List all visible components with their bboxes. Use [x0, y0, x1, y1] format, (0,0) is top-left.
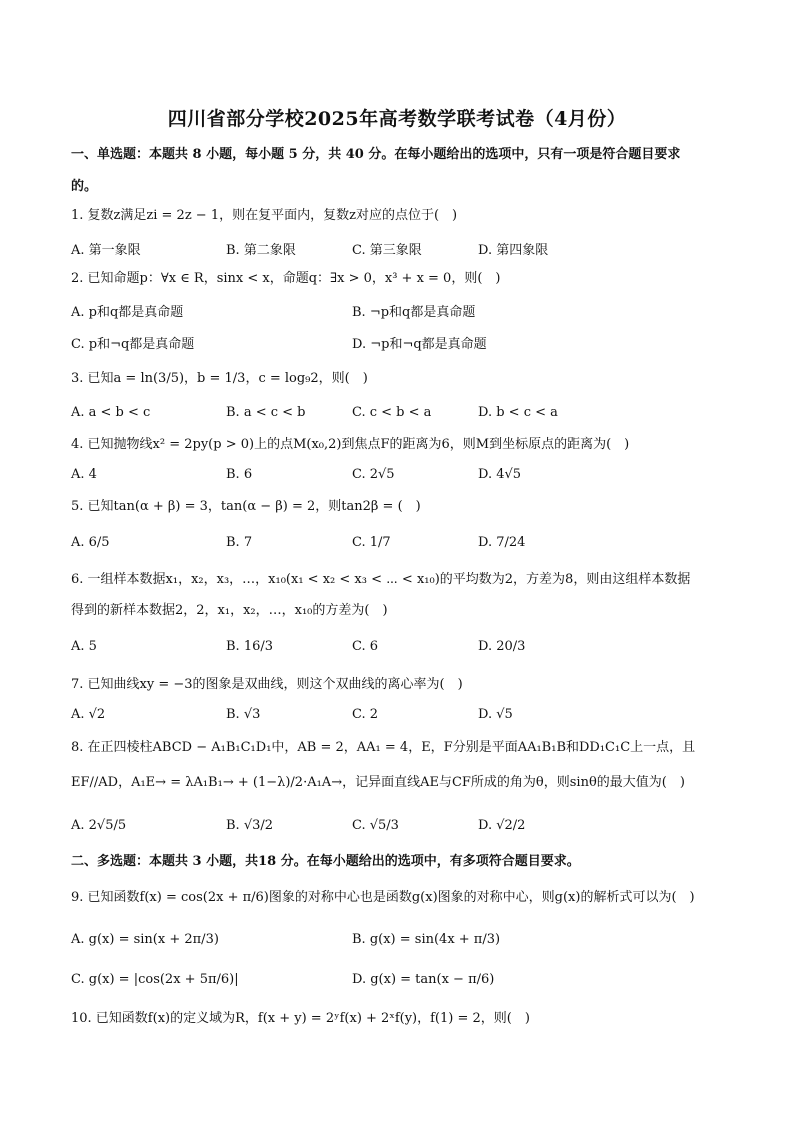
option-b: B. √3 [226, 707, 261, 722]
question-5-stem: 5. 已知tan(α + β) = 3，tan(α − β) = 2，则tan2β = ( ) [71, 499, 421, 514]
option-a: A. 5 [71, 639, 97, 654]
option-c: C. g(x) = |cos(2x + 5π/6)| [71, 972, 239, 987]
question-7-stem: 7. 已知曲线xy = −3的图象是双曲线，则这个双曲线的离心率为( ) [71, 677, 463, 692]
option-c: C. 2√5 [352, 467, 395, 482]
question-1-stem: 1. 复数z满足zi = 2z − 1，则在复平面内，复数z对应的点位于( ) [71, 208, 458, 223]
question-4-options [71, 467, 731, 487]
question-8-stem-line-1: 8. 在正四棱柱ABCD − A₁B₁C₁D₁中，AB = 2，AA₁ = 4，E，F分别是平面AA₁B₁B和DD₁C₁C上一点，且 [71, 740, 696, 755]
option-b: B. √3/2 [226, 818, 274, 833]
option-d: D. ¬p和¬q都是真命题 [352, 337, 487, 352]
option-b: B. 16/3 [226, 639, 274, 654]
question-1-options [71, 239, 731, 259]
option-c: C. 6 [352, 639, 379, 654]
question-6-stem-line-1: 6. 一组样本数据x₁，x₂，x₃，…，x₁₀(x₁ < x₂ < x₃ < ⋯ < x₁₀)的平均数为2，方差为8，则由这组样本数据 [71, 572, 691, 587]
question-2-options-row-1 [71, 301, 731, 321]
question-6-options [71, 639, 731, 659]
question-3-options [71, 405, 731, 425]
option-b: B. ¬p和q都是真命题 [352, 305, 476, 320]
question-4-stem: 4. 已知抛物线x² = 2py(p > 0)上的点M(x₀,2)到焦点F的距离为6，则M到坐标原点的距离为( ) [71, 437, 630, 452]
option-c: C. 第三象限 [352, 243, 422, 258]
option-d: D. 4√5 [478, 467, 522, 482]
option-b: B. g(x) = sin(4x + π/3) [352, 932, 501, 947]
option-b: B. 第二象限 [226, 243, 296, 258]
option-d: D. 20/3 [478, 639, 526, 654]
option-a: A. a < b < c [71, 405, 151, 420]
option-b: B. a < c < b [226, 405, 306, 420]
question-9-options-row-2 [71, 972, 731, 992]
option-a: A. √2 [71, 707, 106, 722]
question-9-options-row-1 [71, 932, 731, 952]
option-d: D. 第四象限 [478, 243, 549, 258]
option-d: D. b < c < a [478, 405, 558, 420]
section-1-heading-line-1: 一、单选题：本题共 8 小题，每小题 5 分，共 40 分。在每小题给出的选项中，只有一项是符合题目要求 [71, 147, 681, 162]
option-d: D. √5 [478, 707, 513, 722]
question-5-options [71, 535, 731, 555]
option-d: D. 7/24 [478, 535, 526, 550]
question-2-options-row-2 [71, 333, 731, 353]
option-c: C. 1/7 [352, 535, 391, 550]
question-2-stem: 2. 已知命题p：∀x ∈ R，sinx < x，命题q：∃x > 0，x³ + x = 0，则( ) [71, 271, 501, 286]
option-a: A. 2√5/5 [71, 818, 127, 833]
option-c: C. p和¬q都是真命题 [71, 337, 195, 352]
option-d: D. g(x) = tan(x − π/6) [352, 972, 495, 987]
option-c: C. 2 [352, 707, 379, 722]
question-10-stem: 10. 已知函数f(x)的定义域为R，f(x + y) = 2ʸf(x) + 2ˣf(y)，f(1) = 2，则( ) [71, 1011, 530, 1026]
option-a: A. 第一象限 [71, 243, 141, 258]
question-7-options [71, 707, 731, 727]
page-title: 四川省部分学校2025年高考数学联考试卷（4月份） [167, 108, 627, 130]
option-a: A. 4 [71, 467, 97, 482]
question-6-stem-line-2: 得到的新样本数据2，2，x₁，x₂，…，x₁₀的方差为( ) [71, 603, 388, 618]
question-8-options [71, 818, 731, 838]
question-3-stem: 3. 已知a = ln(3/5)，b = 1/3，c = log₉2，则( ) [71, 371, 368, 386]
option-b: B. 6 [226, 467, 253, 482]
question-9-stem: 9. 已知函数f(x) = cos(2x + π/6)图象的对称中心也是函数g(x)图象的对称中心，则g(x)的解析式可以为( ) [71, 890, 695, 905]
section-1-heading-line-2: 的。 [71, 179, 98, 194]
option-d: D. √2/2 [478, 818, 526, 833]
option-a: A. g(x) = sin(x + 2π/3) [71, 932, 219, 947]
section-2-heading: 二、多选题：本题共 3 小题，共18 分。在每小题给出的选项中，有多项符合题目要求。 [71, 854, 580, 869]
option-b: B. 7 [226, 535, 253, 550]
option-a: A. p和q都是真命题 [71, 305, 184, 320]
question-8-stem-line-2: EF//AD，A₁E→ = λA₁B₁→ + (1−λ)/2·A₁A→，记异面直线AE与CF所成的角为θ，则sinθ的最大值为( ) [71, 775, 685, 790]
option-c: C. √5/3 [352, 818, 399, 833]
option-c: C. c < b < a [352, 405, 432, 420]
option-a: A. 6/5 [71, 535, 110, 550]
